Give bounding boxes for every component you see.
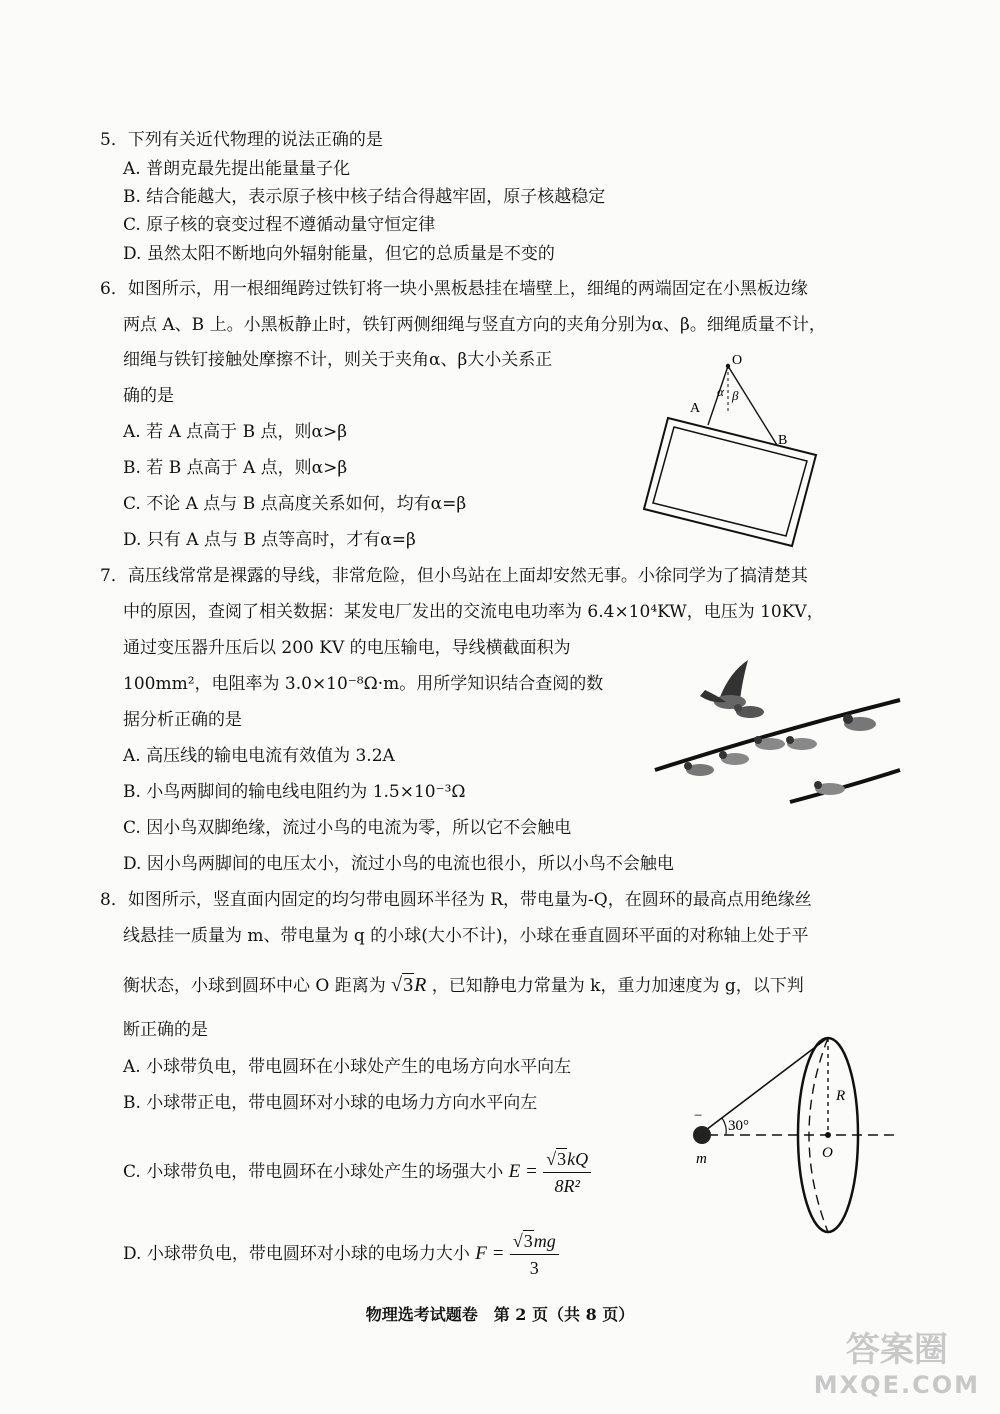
q6-stem-line-1: 6．如图所示，用一根细绳跨过铁钉将一块小黑板悬挂在墙壁上，细绳的两端固定在小黑板边缘 xyxy=(100,279,808,299)
q8-stem-line-2: 线悬挂一质量为 m、带电量为 q 的小球(大小不计)，小球在垂直圆环平面的对称轴上处于平 xyxy=(123,926,809,946)
q5-option-c: C. 原子核的衰变过程不遵循动量守恒定律 xyxy=(123,215,436,235)
center-point xyxy=(825,1132,831,1138)
q8-stem-line-3-post: ，已知静电力常量为 k，重力加速度为 g，以下判 xyxy=(431,976,804,996)
q8-option-c-num-root: 3 xyxy=(557,1149,567,1169)
label-r: R xyxy=(836,1088,846,1104)
watermark-bottom: MXQE.COM xyxy=(813,1371,980,1399)
q8-option-d-num-rest: mg xyxy=(533,1231,556,1251)
q8-option-d-text: D. 小球带负电，带电圆环对小球的电场力大小 xyxy=(123,1244,470,1264)
power-line-lower xyxy=(790,770,900,802)
q8-stem-line-3-pre: 衡状态，小球到圆环中心 O 距离为 xyxy=(123,976,386,996)
label-b: B xyxy=(778,433,788,448)
q5-stem: 5．下列有关近代物理的说法正确的是 xyxy=(100,130,383,150)
label-alpha: α xyxy=(717,384,724,399)
q6-option-c: C. 不论 A 点与 B 点高度关系如何，均有α=β xyxy=(123,494,467,514)
q7-option-b: B. 小鸟两脚间的输电线电阻约为 1.5×10⁻³Ω xyxy=(123,782,466,802)
q7-stem-line-5: 据分析正确的是 xyxy=(123,710,242,730)
q8-option-b: B. 小球带正电，带电圆环对小球的电场力方向水平向左 xyxy=(123,1093,538,1113)
bird-5 xyxy=(719,751,749,765)
q5-option-a: A. 普朗克最先提出能量量子化 xyxy=(123,159,351,179)
q8-option-d xyxy=(123,1224,559,1284)
q8-stem-line-1: 8．如图所示，竖直面内固定的均匀带电圆环半径为 R，带电量为-Q，在圆环的最高点用绝缘丝 xyxy=(100,890,812,910)
q8-sqrt-3r: √3R xyxy=(391,974,427,996)
q7-stem-line-4: 100mm²，电阻率为 3.0×10⁻⁸Ω·m。用所学知识结合查阅的数 xyxy=(123,674,604,694)
q6-stem-line-3: 细绳与铁钉接触处摩擦不计，则关于夹角α、β大小关系正 xyxy=(123,350,553,370)
label-a: A xyxy=(690,401,701,416)
q8-radius-var: R xyxy=(414,974,427,996)
q7-stem-line-2: 中的原因，查阅了相关数据：某发电厂发出的交流电电功率为 6.4×10⁴KW，电压为 10KV， xyxy=(123,602,824,622)
q8-charged-ring-figure xyxy=(680,1030,920,1245)
q8-option-a: A. 小球带负电，带电圆环在小球处产生的电场方向水平向左 xyxy=(123,1057,572,1077)
label-beta: β xyxy=(732,388,739,403)
label-30-degrees: 30° xyxy=(728,1118,749,1134)
q8-stem-line-3 xyxy=(123,973,804,998)
bird-1 xyxy=(734,704,764,718)
q8-option-c-lhs: E = xyxy=(508,1161,538,1182)
bird-2 xyxy=(843,714,876,731)
q8-radicand: 3 xyxy=(403,974,414,996)
q8-option-c xyxy=(123,1142,591,1202)
q8-option-c-num-rest: kQ xyxy=(567,1149,589,1169)
label-o: O xyxy=(732,353,743,368)
q8-option-c-fraction: $\frac{√3kQ}{\text{8R²}}$ xyxy=(543,1146,591,1199)
q8-stem-line-4: 断正确的是 xyxy=(123,1020,208,1040)
q8-option-d-den: 3 xyxy=(529,1258,539,1278)
q8-option-c-text: C. 小球带负电，带电圆环在小球处产生的场强大小 xyxy=(123,1162,504,1182)
q6-stem-line-2: 两点 A、B 上。小黑板静止时，铁钉两侧细绳与竖直方向的夹角分别为α、β。细绳质量不计， xyxy=(123,315,826,335)
q6-blackboard-figure xyxy=(640,352,830,552)
q6-option-a: A. 若 A 点高于 B 点，则α>β xyxy=(123,422,348,442)
nail xyxy=(726,364,730,368)
q7-stem-line-1: 7．高压线常常是裸露的导线，非常危险，但小鸟站在上面却安然无事。小徐同学为了搞清楚其 xyxy=(100,566,808,586)
label-m: m xyxy=(696,1151,707,1167)
q8-option-d-lhs: F = xyxy=(475,1243,505,1264)
q5-option-d: D. 虽然太阳不断地向外辐射能量，但它的总质量是不变的 xyxy=(123,244,555,264)
watermark-top: 答案圈 xyxy=(845,1330,948,1370)
blackboard-outer xyxy=(644,418,816,546)
bird-3 xyxy=(754,736,785,750)
label-o: O xyxy=(822,1145,833,1161)
string xyxy=(702,1039,826,1133)
q7-option-c: C. 因小鸟双脚绝缘，流过小鸟的电流为零，所以它不会触电 xyxy=(123,818,572,838)
bird-6 xyxy=(684,762,714,776)
bird-4 xyxy=(786,736,817,750)
angle-arc xyxy=(722,1118,726,1135)
q7-option-d: D. 因小鸟两脚间的电压太小，流过小鸟的电流也很小，所以小鸟不会触电 xyxy=(123,854,674,874)
page-footer: 物理选考试题卷 第 2 页（共 8 页） xyxy=(365,1305,635,1324)
watermark xyxy=(814,1322,980,1399)
q7-stem-line-3: 通过变压器升压后以 200 KV 的电压输电，导线横截面积为 xyxy=(123,638,571,658)
q8-option-d-fraction: $\frac{√3mg}{3}$ xyxy=(510,1228,559,1281)
q6-option-b: B. 若 B 点高于 A 点，则α>β xyxy=(123,458,348,478)
q7-birds-on-wire-figure xyxy=(650,652,910,812)
q8-option-c-den: 8R² xyxy=(554,1176,580,1196)
q5-option-b: B. 结合能越大，表示原子核中核子结合得越牢固，原子核越稳定 xyxy=(123,187,606,207)
flying-bird xyxy=(700,660,748,709)
q8-option-d-num-root: 3 xyxy=(523,1231,533,1251)
q6-option-d: D. 只有 A 点与 B 点等高时，才有α=β xyxy=(123,530,416,550)
bird-7 xyxy=(814,781,845,795)
label-minus: − xyxy=(694,1108,703,1124)
power-line-upper xyxy=(655,700,900,770)
charged-ball xyxy=(693,1126,711,1144)
q7-option-a: A. 高压线的输电电流有效值为 3.2A xyxy=(123,746,395,766)
q6-stem-line-4: 确的是 xyxy=(123,386,174,406)
